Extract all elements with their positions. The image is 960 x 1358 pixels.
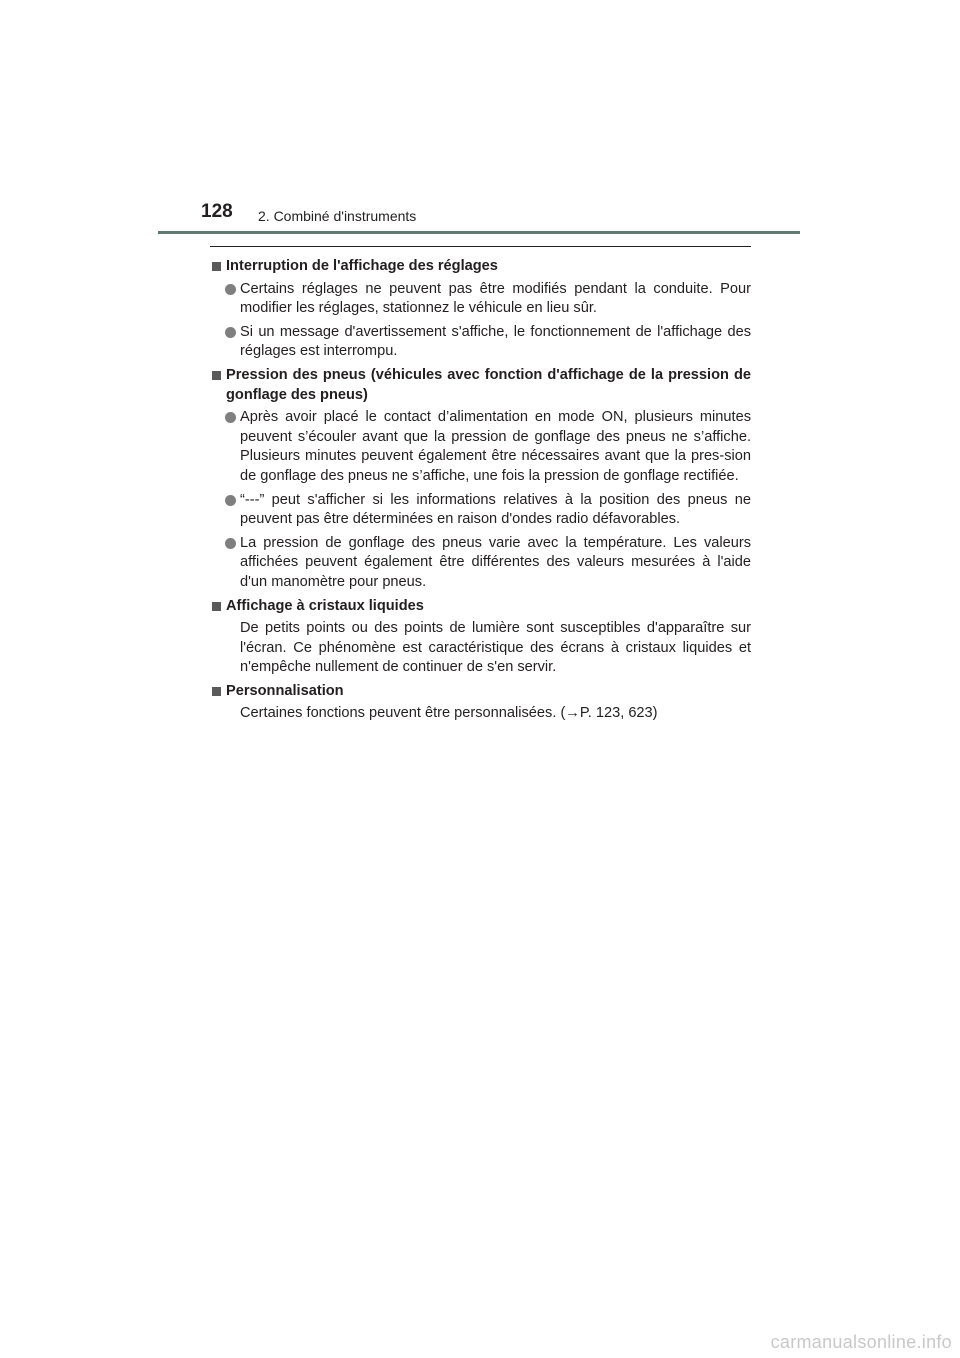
page-content	[210, 257, 751, 728]
square-marker-icon	[212, 602, 221, 611]
section-heading	[210, 597, 751, 617]
bullet-text: Certains réglages ne peuvent pas être modifiés pendant la conduite. Pour modifier les réglages, stationnez le véhicule en lieu sûr.	[240, 280, 751, 317]
bullet-item	[210, 534, 751, 593]
bullet-dot-icon	[225, 412, 236, 423]
section-interruption	[210, 257, 751, 362]
bullet-text: “---” peut s'afficher si les informations relatives à la position des pneus ne peuvent pas être déterminées en raison d'ondes radio défavorables.	[240, 491, 751, 528]
bullet-dot-icon	[225, 495, 236, 506]
bullet-text: Si un message d'avertissement s'affiche, le fonctionnement de l'affichage des réglages est interrompu.	[240, 323, 751, 360]
content-top-rule	[210, 246, 751, 247]
bullet-item	[210, 323, 751, 362]
bullet-dot-icon	[225, 538, 236, 549]
bullet-dot-icon	[225, 284, 236, 295]
header-rule	[158, 231, 800, 234]
section-tire-pressure	[210, 366, 751, 593]
section-heading	[210, 366, 751, 405]
square-marker-icon	[212, 687, 221, 696]
bullet-dot-icon	[225, 327, 236, 338]
section-paragraph: De petits points ou des points de lumière sont susceptibles d'apparaître sur l'écran. Ce phénomène est caractéristique des écrans à cristaux liquides et n'empêche nullement de continuer de s'en servir.	[240, 620, 751, 676]
section-title: Affichage à cristaux liquides	[226, 597, 424, 614]
section-lcd	[210, 597, 751, 678]
page-number: 128	[201, 201, 233, 222]
section-paragraph: Certaines fonctions peuvent être personnalisées. (→P. 123, 623)	[240, 705, 658, 722]
square-marker-icon	[212, 262, 221, 271]
section-heading	[210, 257, 751, 277]
bullet-text: Après avoir placé le contact d’alimentation en mode ON, plusieurs minutes peuvent s’écouler avant que la pression de gonflage des pneus ne s’affiche. Plusieurs minutes peuvent également être nécessaires avant que la pres-sion de gonflage des pneus ne s’affiche, une fois la pression de gonflage rectifiée.	[240, 409, 751, 484]
bullet-text: La pression de gonflage des pneus varie avec la température. Les valeurs affichées peuvent également être différentes des valeurs mesurées à l'aide d'un manomètre pour pneus.	[240, 534, 751, 590]
chapter-title: 2. Combiné d'instruments	[258, 208, 417, 224]
section-title: Interruption de l'affichage des réglages	[226, 258, 498, 274]
section-title: Personnalisation	[226, 682, 344, 699]
bullet-item	[210, 491, 751, 530]
watermark: carmanualsonline.info	[770, 1332, 952, 1352]
section-title: Pression des pneus (véhicules avec fonction d'affichage de la pression de gonflage des pneus)	[226, 366, 751, 403]
bullet-item	[210, 408, 751, 486]
square-marker-icon	[212, 371, 221, 380]
section-customization	[210, 682, 751, 724]
bullet-item	[210, 280, 751, 319]
section-heading	[210, 682, 751, 702]
